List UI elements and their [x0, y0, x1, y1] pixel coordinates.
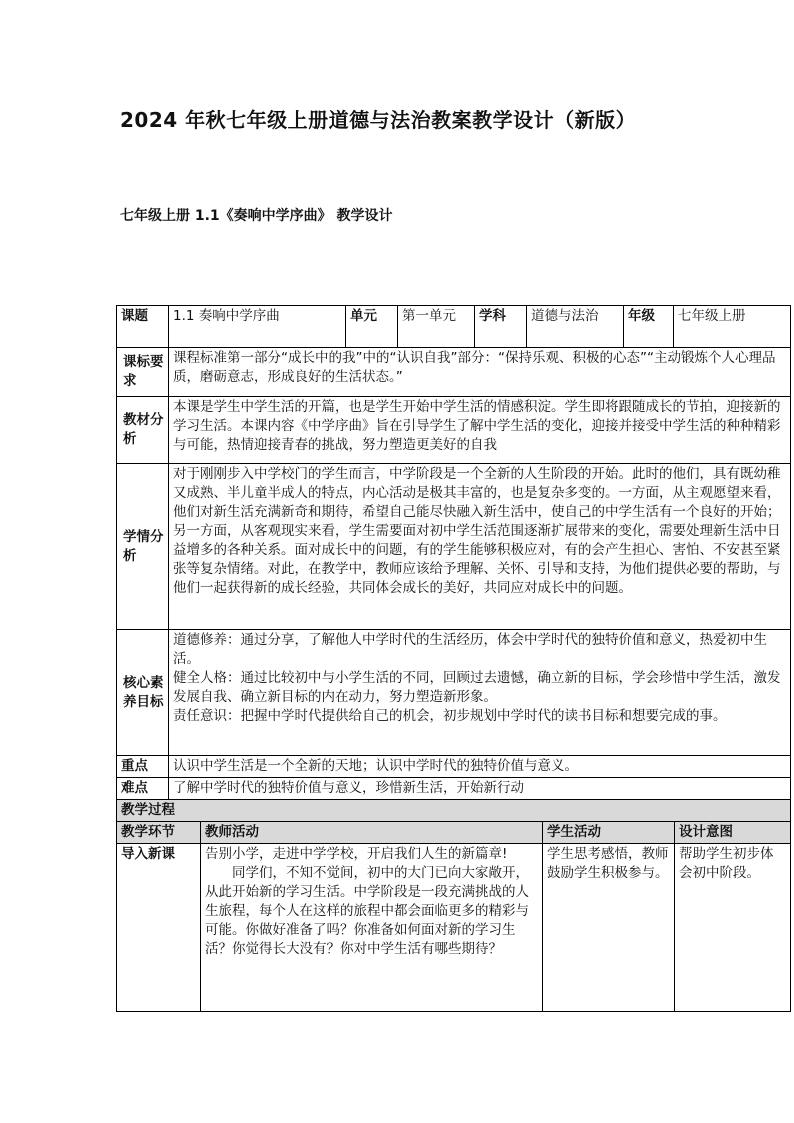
teacher-activity-p1: 告别小学，走进中学学校，开启我们人生的新篇章!: [205, 846, 508, 862]
unit-label: 单元: [346, 306, 398, 348]
textbook-text: [169, 397, 791, 464]
lesson-info-table: [116, 305, 791, 800]
textbook-row: [117, 397, 791, 464]
header-student: 学生活动: [543, 822, 675, 844]
literacy-item: 道德修养：通过分享，了解他人中学时代的生活经历，体会中学时代的独特价值和意义，热爱初中生活。: [173, 632, 767, 667]
header-intent: 设计意图: [675, 822, 791, 844]
literacy-item: 健全人格：通过比较初中与小学生活的不同，回顾过去遗憾，确立新的目标，学会珍惜中学生活，激发发展自我、确立新目标的内在动力，努力塑造新形象。: [173, 670, 781, 705]
key-point-row: [117, 756, 791, 778]
design-intent: 帮助学生初步体会初中阶段。: [675, 844, 791, 1012]
literacy-cell: [169, 630, 791, 756]
textbook-label: 教材分析: [117, 397, 169, 464]
students-text: 对于刚刚步入中学校门的学生而言，中学阶段是一个全新的人生阶段的开始。此时的他们，具有既幼稚又成熟、半儿童半成人的特点，内心活动是极其丰富的，也是复杂多变的。一方面，从主观愿望来看，他们对新生活充满新奇和期待，希望自己能尽快融入新生活中，使自己的中学生活有一个良好的开始；另一方面，从客观现实来看，学生需要面对初中学生活范围逐渐扩展带来的变化，需要处理新生活中日益增多的各种关系。面对成长中的问题，有的学生能够积极应对，有的会产生担心、害怕、不安甚至紧张等复杂情绪。对此，在教学中，教师应该给予理解、关怀、引导和支持，为他们提供必要的帮助，与他们一起获得新的成长经验，共同体会成长的美好，共同应对成长中的问题。: [169, 464, 791, 630]
literacy-row: [117, 630, 791, 756]
process-header-row: [117, 822, 791, 844]
curriculum-text: 课程标准第一部分“成长中的我”中的“认识自我”部分：“保持乐观、积极的心态”“主动锻炼个人心理品质，磨砺意志，形成良好的生活状态。”: [169, 348, 791, 397]
header-stage: 教学环节: [117, 822, 201, 844]
subject-label: 学科: [475, 306, 527, 348]
difficult-point-text: 了解中学时代的独特价值与意义，珍惜新生活，开始新行动: [169, 778, 791, 800]
textbook-text-clip: 本课是学生中学生活的开篇，也是学生开始中学生活的情感积淀。学生即将跟随成长的节拍，迎接新的学习生活。本课内容《中学序曲》旨在引导学生了解中学生活的变化，迎接并接受中学生活的种种精彩与可能，热情迎接青春的挑战，努力塑造更美好的自我: [173, 399, 781, 453]
process-title-row: [117, 800, 791, 822]
topic-label: 课题: [117, 306, 169, 348]
teacher-activity: [201, 844, 543, 1012]
curriculum-label: 课标要求: [117, 348, 169, 397]
header-teacher: 教师活动: [201, 822, 543, 844]
topic-value: 1.1 奏响中学序曲: [169, 306, 346, 348]
teacher-activity-p2: 同学们，不知不觉间，初中的大门已向大家敞开，从此开始新的学习生活。中学阶段是一段充满挑战的人生旅程，每个人在这样的旅程中都会面临更多的精彩与可能。你做好准备了吗？你准备如何面对新的学习生活？你觉得长大没有？你对中学生活有哪些期待？: [205, 865, 529, 957]
literacy-label: 核心素养目标: [117, 630, 169, 756]
key-point-text: 认识中学生活是一个全新的天地；认识中学时代的独特价值与意义。: [169, 756, 791, 778]
document-subtitle: 七年级上册 1.1《奏响中学序曲》 教学设计: [120, 208, 393, 224]
difficult-point-row: [117, 778, 791, 800]
unit-value: 第一单元: [398, 306, 475, 348]
document-title: 2024 年秋七年级上册道德与法治教案教学设计（新版）: [120, 108, 637, 132]
grade-label: 年级: [624, 306, 674, 348]
key-point-label: 重点: [117, 756, 169, 778]
teaching-process-table: [116, 799, 791, 1012]
subject-value: 道德与法治: [527, 306, 624, 348]
curriculum-row: [117, 348, 791, 397]
info-row: [117, 306, 791, 348]
students-row: [117, 464, 791, 630]
process-row: [117, 844, 791, 1012]
grade-value: 七年级上册: [674, 306, 791, 348]
stage-cell: 导入新课: [117, 844, 201, 1012]
process-title: 教学过程: [117, 800, 791, 822]
students-label: 学情分析: [117, 464, 169, 630]
student-activity: 学生思考感悟，教师鼓励学生积极参与。: [543, 844, 675, 1012]
difficult-point-label: 难点: [117, 778, 169, 800]
literacy-item: 责任意识：把握中学时代提供给自己的机会，初步规划中学时代的读书目标和想要完成的事。: [173, 708, 727, 724]
